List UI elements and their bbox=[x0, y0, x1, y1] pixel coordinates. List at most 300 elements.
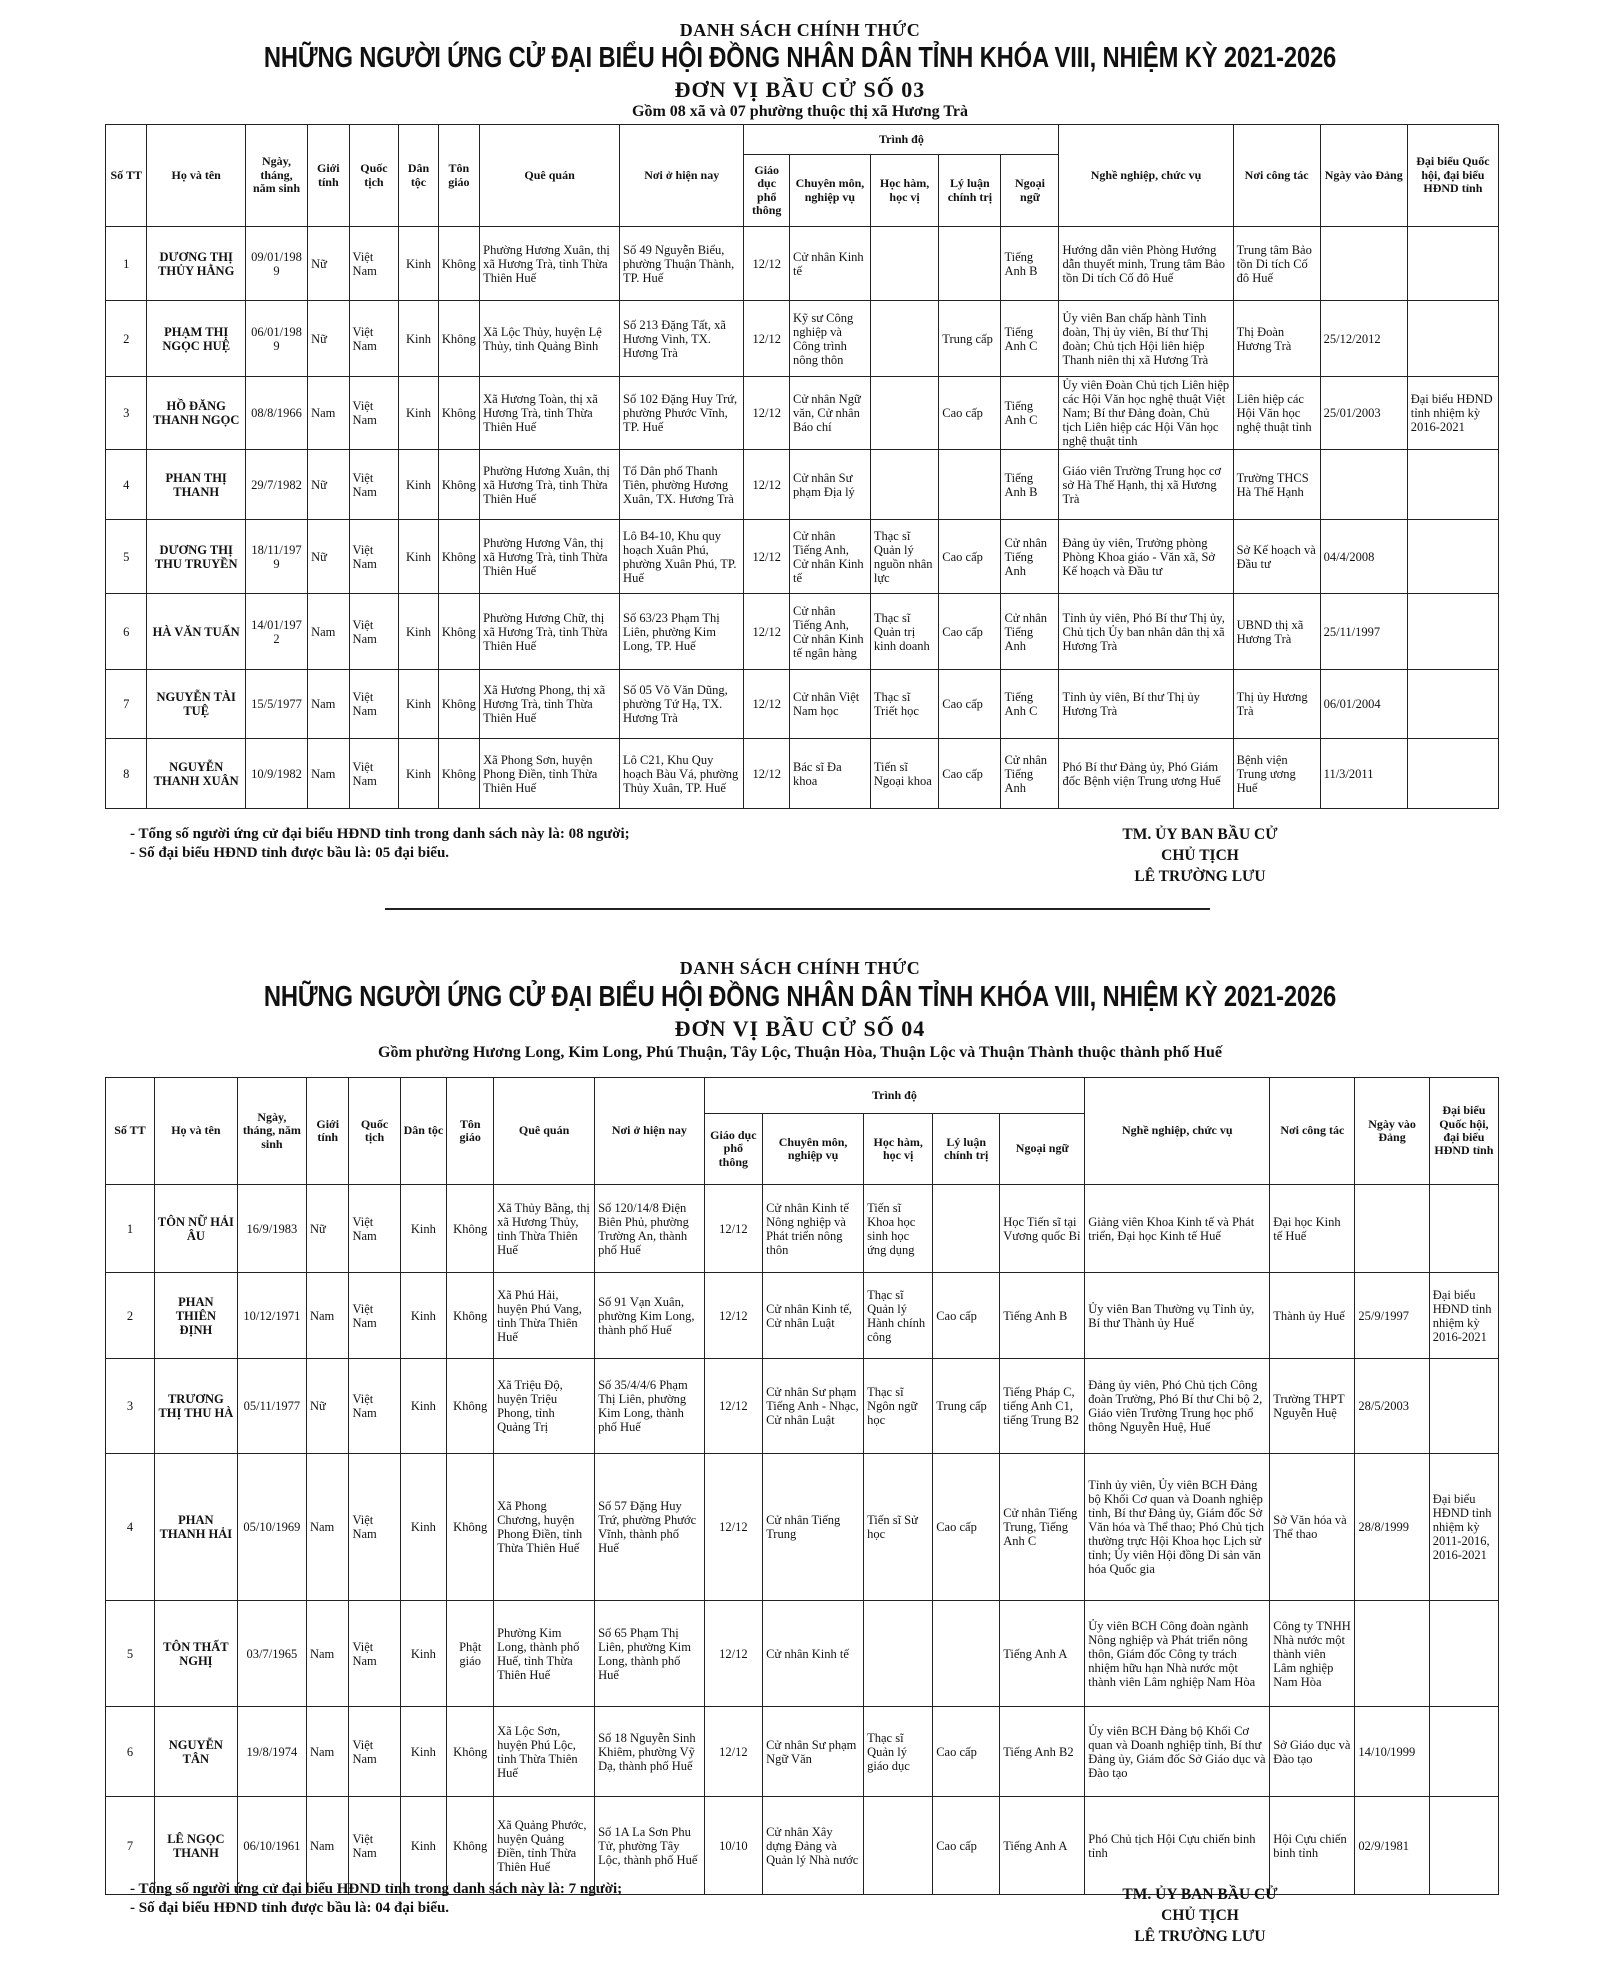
list-2-table bbox=[105, 1077, 1499, 1895]
col-header-dob: Ngày, tháng, năm sinh bbox=[245, 125, 307, 227]
cell-ethnic: Kinh bbox=[399, 450, 438, 520]
cell-ethnic: Kinh bbox=[399, 227, 438, 301]
cell-workplace: Hội Cựu chiến binh tỉnh bbox=[1270, 1797, 1355, 1895]
cell-ethnic: Kinh bbox=[400, 1797, 447, 1895]
cell-hoc-ham bbox=[870, 377, 938, 450]
list-2-subtitle: Gồm phường Hương Long, Kim Long, Phú Thuận, Tây Lộc, Thuận Hòa, Thuận Lộc và Thuận Thành thuộc thành phố Huế bbox=[378, 1044, 1222, 1061]
col-header-hometown: Quê quán bbox=[494, 1078, 595, 1185]
cell-sex: Nữ bbox=[308, 227, 349, 301]
cell-workplace: Thị ủy Hương Trà bbox=[1233, 670, 1320, 739]
cell-name: NGUYỄN TÂN bbox=[154, 1707, 237, 1797]
cell-residence: Số 35/4/4/6 Phạm Thị Liên, phường Kim Long, thành phố Huế bbox=[595, 1359, 705, 1454]
cell-ngoai-ngu: Cử nhân Tiếng Anh bbox=[1001, 594, 1059, 670]
cell-religion: Không bbox=[438, 450, 479, 520]
cell-job: Tỉnh ủy viên, Phó Bí thư Thị ủy, Chủ tịch Ủy ban nhân dân thị xã Hương Trà bbox=[1059, 594, 1233, 670]
cell-nation: Việt Nam bbox=[349, 1273, 400, 1359]
cell-sex: Nam bbox=[306, 1273, 349, 1359]
cell-nation: Việt Nam bbox=[349, 670, 399, 739]
list-1-title: NHỮNG NGƯỜI ỨNG CỬ ĐẠI BIỂU HỘI ĐỒNG NHÂN DÂN TỈNH KHÓA VIII, NHIỆM KỲ 2021-2026 bbox=[263, 42, 1337, 74]
list-1-title-small: DANH SÁCH CHÍNH THỨC bbox=[679, 20, 921, 40]
cell-stt: 2 bbox=[106, 1273, 155, 1359]
cell-chuyen-mon: Cử nhân Sư phạm Ngữ Văn bbox=[763, 1707, 864, 1797]
cell-gdpt: 12/12 bbox=[704, 1601, 762, 1707]
cell-stt: 4 bbox=[106, 450, 147, 520]
col-header-name: Họ và tên bbox=[147, 125, 245, 227]
col-header-hoc-ham: Học hàm, học vị bbox=[864, 1114, 933, 1185]
cell-party: 11/3/2011 bbox=[1320, 739, 1407, 809]
cell-stt: 7 bbox=[106, 670, 147, 739]
cell-residence: Số 1A La Sơn Phu Tử, phường Tây Lộc, thành phố Huế bbox=[595, 1797, 705, 1895]
cell-workplace: Thành ủy Huế bbox=[1270, 1273, 1355, 1359]
cell-dob: 29/7/1982 bbox=[245, 450, 307, 520]
cell-delegate bbox=[1407, 520, 1498, 594]
col-header-party: Ngày vào Đảng bbox=[1320, 125, 1407, 227]
cell-ly-luan: Cao cấp bbox=[933, 1454, 1000, 1601]
cell-delegate bbox=[1407, 670, 1498, 739]
cell-chuyen-mon: Cử nhân Kinh tế bbox=[790, 227, 871, 301]
cell-residence: Tổ Dân phố Thanh Tiên, phường Hương Xuân, TX. Hương Trà bbox=[620, 450, 744, 520]
cell-chuyen-mon: Cử nhân Tiếng Trung bbox=[763, 1454, 864, 1601]
cell-ly-luan: Cao cấp bbox=[933, 1707, 1000, 1797]
col-header-party: Ngày vào Đảng bbox=[1355, 1078, 1429, 1185]
cell-nation: Việt Nam bbox=[349, 450, 399, 520]
cell-residence: Số 05 Võ Văn Dũng, phường Tứ Hạ, TX. Hương Trà bbox=[620, 670, 744, 739]
cell-nation: Việt Nam bbox=[349, 1185, 400, 1273]
cell-workplace: Liên hiệp các Hội Văn học nghệ thuật tỉnh bbox=[1233, 377, 1320, 450]
cell-chuyen-mon: Cử nhân Kinh tế bbox=[763, 1601, 864, 1707]
cell-gdpt: 12/12 bbox=[704, 1185, 762, 1273]
cell-ly-luan bbox=[939, 227, 1001, 301]
table-row bbox=[106, 1601, 1499, 1707]
cell-stt: 4 bbox=[106, 1454, 155, 1601]
cell-dob: 06/01/1989 bbox=[245, 301, 307, 377]
col-header-ngoai-ngu: Ngoại ngữ bbox=[1000, 1114, 1085, 1185]
list-1-footer-total: - Tổng số người ứng cử đại biểu HĐND tỉnh trong danh sách này là: 08 người; bbox=[130, 826, 630, 842]
cell-stt: 5 bbox=[106, 1601, 155, 1707]
table-row bbox=[106, 670, 1499, 739]
cell-job: Hướng dẫn viên Phòng Hướng dẫn thuyết minh, Trung tâm Bảo tồn Di tích Cố đô Huế bbox=[1059, 227, 1233, 301]
list-2-signature bbox=[1070, 1884, 1330, 1947]
cell-chuyen-mon: Cử nhân Sư phạm Địa lý bbox=[790, 450, 871, 520]
cell-sex: Nam bbox=[308, 377, 349, 450]
cell-dob: 18/11/1979 bbox=[245, 520, 307, 594]
list-2-unit: ĐƠN VỊ BẦU CỬ SỐ 04 bbox=[674, 1016, 926, 1041]
cell-workplace: Trường THPT Nguyễn Huệ bbox=[1270, 1359, 1355, 1454]
cell-ethnic: Kinh bbox=[400, 1185, 447, 1273]
cell-hometown: Xã Lộc Thủy, huyện Lệ Thủy, tỉnh Quảng Bình bbox=[480, 301, 620, 377]
cell-hometown: Phường Hương Xuân, thị xã Hương Trà, tỉnh Thừa Thiên Huế bbox=[480, 227, 620, 301]
cell-religion: Phật giáo bbox=[447, 1601, 494, 1707]
col-header-job: Nghề nghiệp, chức vụ bbox=[1059, 125, 1233, 227]
cell-residence: Số 57 Đặng Huy Trứ, phường Phước Vĩnh, thành phố Huế bbox=[595, 1454, 705, 1601]
cell-workplace: Đại học Kinh tế Huế bbox=[1270, 1185, 1355, 1273]
cell-ly-luan: Cao cấp bbox=[939, 594, 1001, 670]
cell-religion: Không bbox=[447, 1707, 494, 1797]
cell-ngoai-ngu: Tiếng Anh A bbox=[1000, 1601, 1085, 1707]
cell-stt: 7 bbox=[106, 1797, 155, 1895]
col-header-ethnic: Dân tộc bbox=[400, 1078, 447, 1185]
cell-sex: Nữ bbox=[306, 1359, 349, 1454]
cell-nation: Việt Nam bbox=[349, 594, 399, 670]
cell-name: TÔN NỮ HẢI ÂU bbox=[154, 1185, 237, 1273]
cell-ly-luan: Cao cấp bbox=[939, 377, 1001, 450]
cell-residence: Số 65 Phạm Thị Liên, phường Kim Long, thành phố Huế bbox=[595, 1601, 705, 1707]
cell-nation: Việt Nam bbox=[349, 1359, 400, 1454]
cell-residence: Số 91 Vạn Xuân, phường Kim Long, thành phố Huế bbox=[595, 1273, 705, 1359]
cell-stt: 8 bbox=[106, 739, 147, 809]
cell-ngoai-ngu: Cử nhân Tiếng Anh bbox=[1001, 520, 1059, 594]
cell-stt: 2 bbox=[106, 301, 147, 377]
cell-party: 25/9/1997 bbox=[1355, 1273, 1429, 1359]
cell-religion: Không bbox=[447, 1454, 494, 1601]
list-2-header bbox=[0, 958, 1600, 1062]
cell-workplace: Trường THCS Hà Thế Hạnh bbox=[1233, 450, 1320, 520]
cell-ly-luan: Cao cấp bbox=[939, 670, 1001, 739]
table-row bbox=[106, 450, 1499, 520]
cell-chuyen-mon: Cử nhân Sư phạm Tiếng Anh - Nhạc, Cử nhân Luật bbox=[763, 1359, 864, 1454]
cell-name: HỒ ĐĂNG THANH NGỌC bbox=[147, 377, 245, 450]
cell-gdpt: 12/12 bbox=[704, 1359, 762, 1454]
cell-sex: Nữ bbox=[308, 520, 349, 594]
col-header-religion: Tôn giáo bbox=[447, 1078, 494, 1185]
cell-party: 06/01/2004 bbox=[1320, 670, 1407, 739]
cell-hometown: Phường Kim Long, thành phố Huế, tỉnh Thừa Thiên Huế bbox=[494, 1601, 595, 1707]
cell-party: 25/11/1997 bbox=[1320, 594, 1407, 670]
cell-name: NGUYỄN THANH XUÂN bbox=[147, 739, 245, 809]
list-1-footer-elected: - Số đại biểu HĐND tỉnh được bầu là: 05 đại biểu. bbox=[130, 845, 450, 861]
section-divider bbox=[385, 908, 1210, 910]
cell-name: PHẠM THỊ NGỌC HUỆ bbox=[147, 301, 245, 377]
col-header-ngoai-ngu: Ngoại ngữ bbox=[1001, 155, 1059, 227]
cell-hoc-ham bbox=[870, 450, 938, 520]
cell-job: Phó Bí thư Đảng ủy, Phó Giám đốc Bệnh viện Trung ương Huế bbox=[1059, 739, 1233, 809]
cell-hometown: Xã Hương Phong, thị xã Hương Trà, tỉnh Thừa Thiên Huế bbox=[480, 670, 620, 739]
col-header-hoc-ham: Học hàm, học vị bbox=[870, 155, 938, 227]
col-header-job: Nghề nghiệp, chức vụ bbox=[1085, 1078, 1270, 1185]
cell-religion: Không bbox=[447, 1273, 494, 1359]
cell-sex: Nữ bbox=[308, 450, 349, 520]
cell-ngoai-ngu: Tiếng Anh B2 bbox=[1000, 1707, 1085, 1797]
cell-nation: Việt Nam bbox=[349, 739, 399, 809]
table-row bbox=[106, 594, 1499, 670]
cell-residence: Số 213 Đặng Tất, xã Hương Vinh, TX. Hương Trà bbox=[620, 301, 744, 377]
cell-nation: Việt Nam bbox=[349, 1601, 400, 1707]
list-2-title-small: DANH SÁCH CHÍNH THỨC bbox=[679, 958, 921, 978]
cell-delegate bbox=[1429, 1359, 1498, 1454]
table-row bbox=[106, 520, 1499, 594]
cell-delegate bbox=[1429, 1601, 1498, 1707]
list-2-sign-org: TM. ỦY BAN BẦU CỬ bbox=[1122, 1886, 1278, 1903]
cell-stt: 6 bbox=[106, 594, 147, 670]
cell-party bbox=[1320, 227, 1407, 301]
cell-chuyen-mon: Cử nhân Tiếng Anh, Cử nhân Kinh tế ngân hàng bbox=[790, 594, 871, 670]
list-1-unit: ĐƠN VỊ BẦU CỬ SỐ 03 bbox=[674, 77, 926, 102]
cell-religion: Không bbox=[438, 594, 479, 670]
cell-dob: 08/8/1966 bbox=[245, 377, 307, 450]
cell-ly-luan: Trung cấp bbox=[939, 301, 1001, 377]
list-2-footer bbox=[130, 1880, 622, 1918]
cell-party: 14/10/1999 bbox=[1355, 1707, 1429, 1797]
cell-hoc-ham bbox=[870, 227, 938, 301]
cell-religion: Không bbox=[447, 1359, 494, 1454]
cell-stt: 6 bbox=[106, 1707, 155, 1797]
table-row bbox=[106, 227, 1499, 301]
cell-name: DƯƠNG THỊ THU TRUYỀN bbox=[147, 520, 245, 594]
cell-sex: Nam bbox=[306, 1797, 349, 1895]
cell-gdpt: 12/12 bbox=[744, 450, 790, 520]
cell-religion: Không bbox=[447, 1797, 494, 1895]
cell-ngoai-ngu: Cử nhân Tiếng Anh bbox=[1001, 739, 1059, 809]
cell-dob: 06/10/1961 bbox=[237, 1797, 306, 1895]
table-row bbox=[106, 1707, 1499, 1797]
cell-stt: 3 bbox=[106, 1359, 155, 1454]
cell-workplace: Sở Văn hóa và Thể thao bbox=[1270, 1454, 1355, 1601]
cell-stt: 3 bbox=[106, 377, 147, 450]
cell-ethnic: Kinh bbox=[400, 1359, 447, 1454]
cell-name: TÔN THẤT NGHỊ bbox=[154, 1601, 237, 1707]
col-header-nation: Quốc tịch bbox=[349, 1078, 400, 1185]
cell-delegate bbox=[1429, 1797, 1498, 1895]
list-1-table bbox=[105, 124, 1499, 809]
cell-religion: Không bbox=[438, 301, 479, 377]
cell-workplace: Công ty TNHH Nhà nước một thành viên Lâm nghiệp Nam Hòa bbox=[1270, 1601, 1355, 1707]
cell-nation: Việt Nam bbox=[349, 377, 399, 450]
col-header-dob: Ngày, tháng, năm sinh bbox=[237, 1078, 306, 1185]
col-header-ly-luan: Lý luận chính trị bbox=[939, 155, 1001, 227]
col-header-workplace: Nơi công tác bbox=[1233, 125, 1320, 227]
col-header-delegate: Đại biểu Quốc hội, đại biểu HĐND tỉnh bbox=[1407, 125, 1498, 227]
cell-gdpt: 12/12 bbox=[744, 594, 790, 670]
cell-gdpt: 12/12 bbox=[704, 1707, 762, 1797]
cell-residence: Số 49 Nguyễn Biểu, phường Thuận Thành, TP. Huế bbox=[620, 227, 744, 301]
cell-residence: Số 63/23 Phạm Thị Liên, phường Kim Long, TP. Huế bbox=[620, 594, 744, 670]
cell-job: Giảng viên Khoa Kinh tế và Phát triển, Đại học Kinh tế Huế bbox=[1085, 1185, 1270, 1273]
cell-chuyen-mon: Cử nhân Việt Nam học bbox=[790, 670, 871, 739]
col-header-nation: Quốc tịch bbox=[349, 125, 399, 227]
cell-dob: 10/9/1982 bbox=[245, 739, 307, 809]
cell-name: PHAN THIÊN ĐỊNH bbox=[154, 1273, 237, 1359]
col-header-sex: Giới tính bbox=[308, 125, 349, 227]
cell-party bbox=[1355, 1601, 1429, 1707]
cell-hometown: Xã Phong Chương, huyện Phong Điền, tỉnh Thừa Thiên Huế bbox=[494, 1454, 595, 1601]
cell-sex: Nam bbox=[308, 594, 349, 670]
cell-party: 28/5/2003 bbox=[1355, 1359, 1429, 1454]
cell-workplace: Sở Kế hoạch và Đầu tư bbox=[1233, 520, 1320, 594]
cell-stt: 1 bbox=[106, 1185, 155, 1273]
table-row bbox=[106, 739, 1499, 809]
cell-delegate bbox=[1429, 1707, 1498, 1797]
cell-hoc-ham bbox=[864, 1797, 933, 1895]
cell-religion: Không bbox=[447, 1185, 494, 1273]
cell-party: 25/12/2012 bbox=[1320, 301, 1407, 377]
cell-hoc-ham: Thạc sĩ Ngôn ngữ học bbox=[864, 1359, 933, 1454]
cell-ethnic: Kinh bbox=[399, 301, 438, 377]
cell-dob: 19/8/1974 bbox=[237, 1707, 306, 1797]
list-2-footer-elected: - Số đại biểu HĐND tỉnh được bầu là: 04 đại biểu. bbox=[130, 1900, 450, 1916]
cell-ethnic: Kinh bbox=[400, 1601, 447, 1707]
cell-chuyen-mon: Cử nhân Ngữ văn, Cử nhân Báo chí bbox=[790, 377, 871, 450]
list-2-title: NHỮNG NGƯỜI ỨNG CỬ ĐẠI BIỂU HỘI ĐỒNG NHÂN DÂN TỈNH KHÓA VIII, NHIỆM KỲ 2021-2026 bbox=[263, 981, 1337, 1013]
col-header-trinh-do: Trình độ bbox=[744, 125, 1059, 155]
cell-ngoai-ngu: Tiếng Anh A bbox=[1000, 1797, 1085, 1895]
cell-nation: Việt Nam bbox=[349, 1707, 400, 1797]
cell-hometown: Xã Hương Toàn, thị xã Hương Trà, tỉnh Thừa Thiên Huế bbox=[480, 377, 620, 450]
cell-workplace: Trung tâm Bảo tồn Di tích Cố đô Huế bbox=[1233, 227, 1320, 301]
list-1-footer bbox=[130, 825, 630, 863]
cell-hometown: Xã Phong Sơn, huyện Phong Điền, tỉnh Thừa Thiên Huế bbox=[480, 739, 620, 809]
cell-religion: Không bbox=[438, 670, 479, 739]
cell-delegate bbox=[1429, 1185, 1498, 1273]
col-header-residence: Nơi ở hiện nay bbox=[595, 1078, 705, 1185]
cell-nation: Việt Nam bbox=[349, 1797, 400, 1895]
table-row bbox=[106, 1185, 1499, 1273]
col-header-delegate: Đại biểu Quốc hội, đại biểu HĐND tỉnh bbox=[1429, 1078, 1498, 1185]
cell-chuyen-mon: Cử nhân Xây dựng Đảng và Quản lý Nhà nước bbox=[763, 1797, 864, 1895]
cell-delegate: Đại biểu HĐND tỉnh nhiệm kỳ 2016-2021 bbox=[1407, 377, 1498, 450]
cell-ly-luan bbox=[933, 1185, 1000, 1273]
cell-job: Đảng ủy viên, Trưởng phòng Phòng Khoa giáo - Văn xã, Sở Kế hoạch và Đầu tư bbox=[1059, 520, 1233, 594]
col-header-hometown: Quê quán bbox=[480, 125, 620, 227]
cell-ly-luan: Cao cấp bbox=[939, 520, 1001, 594]
cell-job: Tỉnh ủy viên, Ủy viên BCH Đảng bộ Khối Cơ quan và Doanh nghiệp tỉnh, Bí thư Đảng ủy, Giám đốc Sở Văn hóa và Thể thao; Phó Chủ tịch thường trực Hội Khoa học Lịch sử tỉnh; Ủy viên Hội đồng Di sản văn hóa Quốc gia bbox=[1085, 1454, 1270, 1601]
cell-workplace: UBND thị xã Hương Trà bbox=[1233, 594, 1320, 670]
cell-sex: Nam bbox=[306, 1601, 349, 1707]
cell-hometown: Phường Hương Vân, thị xã Hương Trà, tỉnh Thừa Thiên Huế bbox=[480, 520, 620, 594]
cell-residence: Lô B4-10, Khu quy hoạch Xuân Phú, phường Xuân Phú, TP. Huế bbox=[620, 520, 744, 594]
cell-delegate bbox=[1407, 450, 1498, 520]
cell-delegate: Đại biểu HĐND tỉnh nhiệm kỳ 2011-2016, 2016-2021 bbox=[1429, 1454, 1498, 1601]
cell-ngoai-ngu: Tiếng Anh C bbox=[1001, 670, 1059, 739]
table-row bbox=[106, 1273, 1499, 1359]
cell-workplace: Sở Giáo dục và Đào tạo bbox=[1270, 1707, 1355, 1797]
table-row bbox=[106, 377, 1499, 450]
cell-ngoai-ngu: Tiếng Anh B bbox=[1000, 1273, 1085, 1359]
col-header-gdpt: Giáo dục phổ thông bbox=[704, 1114, 762, 1185]
list-2-sign-name: LÊ TRƯỜNG LƯU bbox=[1134, 1928, 1266, 1945]
cell-gdpt: 12/12 bbox=[744, 520, 790, 594]
col-header-workplace: Nơi công tác bbox=[1270, 1078, 1355, 1185]
col-header-sex: Giới tính bbox=[306, 1078, 349, 1185]
cell-job: Ủy viên Ban chấp hành Tỉnh đoàn, Thị ủy viên, Bí thư Thị đoàn; Chủ tịch Hội liên hiệp Thanh niên thị xã Hương Trà bbox=[1059, 301, 1233, 377]
cell-party: 28/8/1999 bbox=[1355, 1454, 1429, 1601]
cell-ethnic: Kinh bbox=[399, 670, 438, 739]
cell-chuyen-mon: Cử nhân Tiếng Anh, Cử nhân Kinh tế bbox=[790, 520, 871, 594]
cell-party bbox=[1355, 1185, 1429, 1273]
cell-dob: 10/12/1971 bbox=[237, 1273, 306, 1359]
cell-hoc-ham: Thạc sĩ Quản lý giáo dục bbox=[864, 1707, 933, 1797]
cell-chuyen-mon: Cử nhân Kinh tế, Cử nhân Luật bbox=[763, 1273, 864, 1359]
table-row bbox=[106, 1454, 1499, 1601]
cell-ngoai-ngu: Tiếng Anh C bbox=[1001, 377, 1059, 450]
cell-sex: Nam bbox=[308, 739, 349, 809]
col-header-ethnic: Dân tộc bbox=[399, 125, 438, 227]
cell-ethnic: Kinh bbox=[399, 377, 438, 450]
cell-ethnic: Kinh bbox=[400, 1454, 447, 1601]
cell-chuyen-mon: Kỹ sư Công nghiệp và Công trình nông thôn bbox=[790, 301, 871, 377]
cell-stt: 1 bbox=[106, 227, 147, 301]
cell-sex: Nữ bbox=[306, 1185, 349, 1273]
cell-religion: Không bbox=[438, 739, 479, 809]
cell-delegate bbox=[1407, 227, 1498, 301]
cell-religion: Không bbox=[438, 227, 479, 301]
col-header-name: Họ và tên bbox=[154, 1078, 237, 1185]
cell-nation: Việt Nam bbox=[349, 520, 399, 594]
col-header-stt: Số TT bbox=[106, 125, 147, 227]
cell-dob: 09/01/1989 bbox=[245, 227, 307, 301]
cell-sex: Nữ bbox=[308, 301, 349, 377]
cell-ethnic: Kinh bbox=[399, 594, 438, 670]
list-2-sign-title: CHỦ TỊCH bbox=[1161, 1907, 1239, 1924]
cell-name: PHAN THỊ THANH bbox=[147, 450, 245, 520]
cell-residence: Lô C21, Khu Quy hoạch Bàu Vá, phường Thủy Xuân, TP. Huế bbox=[620, 739, 744, 809]
cell-ethnic: Kinh bbox=[399, 520, 438, 594]
cell-hoc-ham: Thạc sĩ Quản lý Hành chính công bbox=[864, 1273, 933, 1359]
cell-hometown: Xã Phú Hải, huyện Phú Vang, tỉnh Thừa Thiên Huế bbox=[494, 1273, 595, 1359]
cell-hoc-ham: Tiến sĩ Sử học bbox=[864, 1454, 933, 1601]
cell-job: Ủy viên Ban Thường vụ Tỉnh ủy, Bí thư Thành ủy Huế bbox=[1085, 1273, 1270, 1359]
cell-hometown: Xã Triệu Độ, huyện Triệu Phong, tỉnh Quảng Trị bbox=[494, 1359, 595, 1454]
cell-ethnic: Kinh bbox=[400, 1273, 447, 1359]
cell-residence: Số 102 Đặng Huy Trứ, phường Phước Vĩnh, TP. Huế bbox=[620, 377, 744, 450]
list-1-subtitle: Gồm 08 xã và 07 phường thuộc thị xã Hương Trà bbox=[632, 103, 968, 120]
cell-job: Ủy viên BCH Đảng bộ Khối Cơ quan và Doanh nghiệp tỉnh, Bí thư Đảng ủy, Giám đốc Sở Giáo dục và Đào tạo bbox=[1085, 1707, 1270, 1797]
cell-hoc-ham bbox=[864, 1601, 933, 1707]
cell-party bbox=[1320, 450, 1407, 520]
col-header-trinh-do: Trình độ bbox=[704, 1078, 1085, 1114]
cell-dob: 16/9/1983 bbox=[237, 1185, 306, 1273]
cell-religion: Không bbox=[438, 520, 479, 594]
cell-job: Phó Chủ tịch Hội Cựu chiến binh tỉnh bbox=[1085, 1797, 1270, 1895]
cell-hoc-ham: Thạc sĩ Quản trị kinh doanh bbox=[870, 594, 938, 670]
cell-ngoai-ngu: Tiếng Pháp C, tiếng Anh C1, tiếng Trung B2 bbox=[1000, 1359, 1085, 1454]
cell-dob: 15/5/1977 bbox=[245, 670, 307, 739]
cell-residence: Số 18 Nguyễn Sinh Khiêm, phường Vỹ Dạ, thành phố Huế bbox=[595, 1707, 705, 1797]
list-2-footer-total: - Tổng số người ứng cử đại biểu HĐND tỉnh trong danh sách này là: 7 người; bbox=[130, 1881, 623, 1897]
cell-ly-luan bbox=[939, 450, 1001, 520]
cell-name: HÀ VĂN TUẤN bbox=[147, 594, 245, 670]
cell-ly-luan: Cao cấp bbox=[939, 739, 1001, 809]
cell-dob: 14/01/1972 bbox=[245, 594, 307, 670]
cell-gdpt: 12/12 bbox=[704, 1454, 762, 1601]
col-header-gdpt: Giáo dục phổ thông bbox=[744, 155, 790, 227]
col-header-chuyen-mon: Chuyên môn, nghiệp vụ bbox=[790, 155, 871, 227]
cell-job: Đảng ủy viên, Phó Chủ tịch Công đoàn Trường, Phó Bí thư Chi bộ 2, Giáo viên Trường Trung học phổ thông Nguyễn Huệ, Huế bbox=[1085, 1359, 1270, 1454]
cell-gdpt: 12/12 bbox=[744, 301, 790, 377]
cell-sex: Nam bbox=[308, 670, 349, 739]
table-row bbox=[106, 301, 1499, 377]
cell-dob: 05/10/1969 bbox=[237, 1454, 306, 1601]
cell-hoc-ham: Tiến sĩ Khoa học sinh học ứng dụng bbox=[864, 1185, 933, 1273]
cell-ly-luan: Trung cấp bbox=[933, 1359, 1000, 1454]
cell-gdpt: 12/12 bbox=[744, 377, 790, 450]
table-row bbox=[106, 1359, 1499, 1454]
cell-ngoai-ngu: Tiếng Anh C bbox=[1001, 301, 1059, 377]
cell-hoc-ham bbox=[870, 301, 938, 377]
cell-name: TRƯƠNG THỊ THU HÀ bbox=[154, 1359, 237, 1454]
cell-delegate bbox=[1407, 594, 1498, 670]
list-1-sign-org: TM. ỦY BAN BẦU CỬ bbox=[1122, 826, 1278, 843]
cell-nation: Việt Nam bbox=[349, 227, 399, 301]
cell-ethnic: Kinh bbox=[399, 739, 438, 809]
cell-gdpt: 12/12 bbox=[704, 1273, 762, 1359]
cell-ngoai-ngu: Tiếng Anh B bbox=[1001, 450, 1059, 520]
col-header-ly-luan: Lý luận chính trị bbox=[933, 1114, 1000, 1185]
cell-job: Giáo viên Trường Trung học cơ sở Hà Thế Hạnh, thị xã Hương Trà bbox=[1059, 450, 1233, 520]
cell-delegate bbox=[1407, 739, 1498, 809]
cell-nation: Việt Nam bbox=[349, 301, 399, 377]
cell-delegate: Đại biểu HĐND tỉnh nhiệm kỳ 2016-2021 bbox=[1429, 1273, 1498, 1359]
cell-ngoai-ngu: Học Tiến sĩ tại Vương quốc Bỉ bbox=[1000, 1185, 1085, 1273]
